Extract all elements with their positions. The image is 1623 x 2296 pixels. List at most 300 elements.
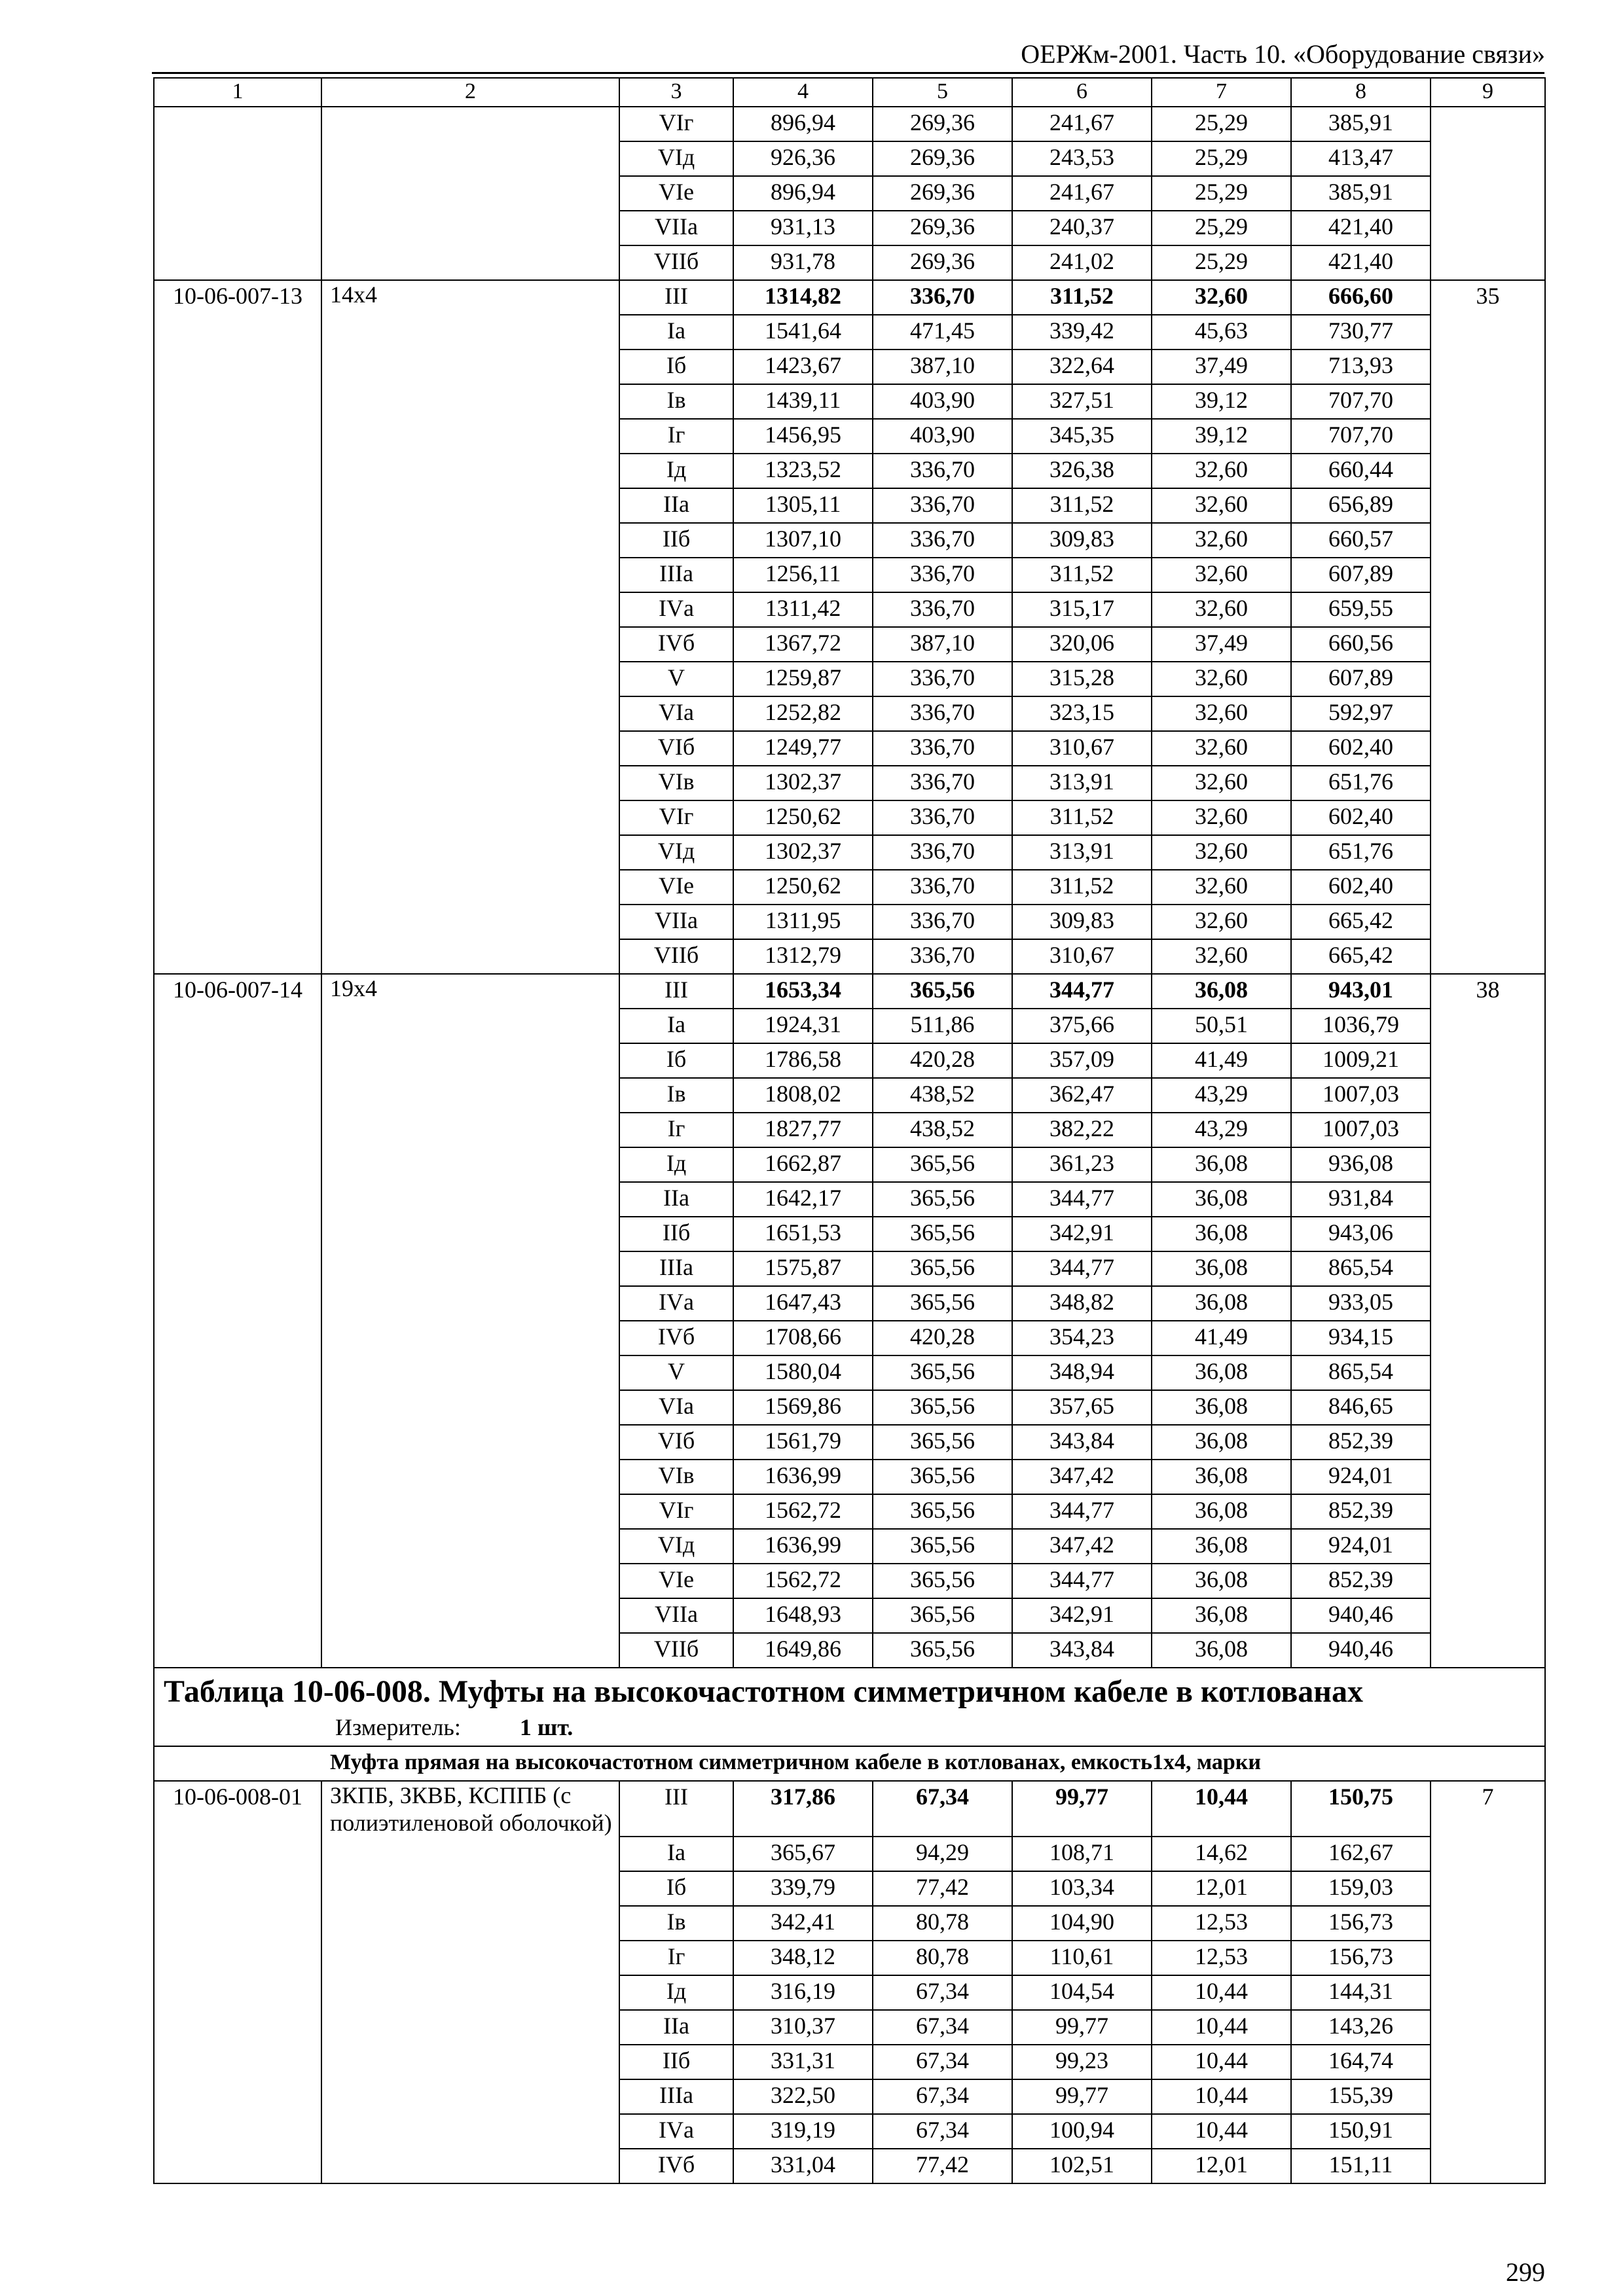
value-cell: 846,65: [1291, 1390, 1431, 1425]
column9-cell: [1431, 2149, 1545, 2183]
column9-cell: [1431, 1217, 1545, 1251]
value-cell: 327,51: [1012, 384, 1152, 419]
zone-cell: IVб: [619, 627, 733, 662]
value-cell: 438,52: [873, 1078, 1012, 1113]
table-row: [154, 905, 1545, 939]
column9-cell: [1431, 627, 1545, 662]
value-cell: 12,01: [1152, 2149, 1291, 2183]
table-row: [154, 1564, 1545, 1598]
zone-cell: IVа: [619, 1286, 733, 1321]
value-cell: 348,94: [1012, 1355, 1152, 1390]
value-cell: 320,06: [1012, 627, 1152, 662]
zone-cell: VIд: [619, 141, 733, 176]
value-cell: 36,08: [1152, 1147, 1291, 1182]
value-cell: 156,73: [1291, 1906, 1431, 1941]
value-cell: 67,34: [873, 2010, 1012, 2045]
value-cell: 316,19: [733, 1975, 873, 2010]
column-number-row: [154, 78, 1545, 107]
item-code-cell: [154, 141, 321, 176]
value-cell: 365,56: [873, 1390, 1012, 1425]
value-cell: 343,84: [1012, 1425, 1152, 1460]
column9-cell: [1431, 1975, 1545, 2010]
item-name-cell: [321, 107, 619, 141]
column-number: 5: [873, 78, 1012, 107]
item-code-cell: [154, 454, 321, 488]
value-cell: 336,70: [873, 939, 1012, 974]
item-code-cell: [154, 1598, 321, 1633]
item-code-cell: [154, 1078, 321, 1113]
value-cell: 25,29: [1152, 176, 1291, 211]
column9-cell: [1431, 1564, 1545, 1598]
value-cell: 421,40: [1291, 245, 1431, 280]
value-cell: 339,79: [733, 1871, 873, 1906]
item-code-cell: [154, 350, 321, 384]
column9-cell: [1431, 107, 1545, 141]
item-name-cell: [321, 558, 619, 592]
item-name-cell: [321, 731, 619, 766]
value-cell: 10,44: [1152, 2114, 1291, 2149]
value-cell: 1651,53: [733, 1217, 873, 1251]
value-cell: 310,67: [1012, 731, 1152, 766]
value-cell: 41,49: [1152, 1043, 1291, 1078]
column9-cell: [1431, 2045, 1545, 2079]
value-cell: 41,49: [1152, 1321, 1291, 1355]
value-cell: 1541,64: [733, 315, 873, 350]
value-cell: 36,08: [1152, 1598, 1291, 1633]
value-cell: 315,28: [1012, 662, 1152, 696]
zone-cell: IVб: [619, 1321, 733, 1355]
item-code-cell: [154, 315, 321, 350]
item-code-cell: [154, 384, 321, 419]
value-cell: 103,34: [1012, 1871, 1152, 1906]
column9-cell: [1431, 1837, 1545, 1871]
value-cell: 365,56: [873, 1147, 1012, 1182]
item-code-cell: [154, 1286, 321, 1321]
table-row: [154, 592, 1545, 627]
item-code-cell: [154, 1529, 321, 1564]
value-cell: 322,64: [1012, 350, 1152, 384]
value-cell: 665,42: [1291, 905, 1431, 939]
value-cell: 852,39: [1291, 1425, 1431, 1460]
measure-line: [164, 1712, 1544, 1746]
zone-cell: VIа: [619, 1390, 733, 1425]
value-cell: 336,70: [873, 766, 1012, 800]
value-cell: 345,35: [1012, 419, 1152, 454]
value-cell: 931,84: [1291, 1182, 1431, 1217]
item-name-cell: [321, 1217, 619, 1251]
value-cell: 365,56: [873, 1286, 1012, 1321]
value-cell: 713,93: [1291, 350, 1431, 384]
value-cell: 1256,11: [733, 558, 873, 592]
value-cell: 1786,58: [733, 1043, 873, 1078]
table-row: [154, 1321, 1545, 1355]
item-name-cell: [321, 1251, 619, 1286]
table-row: [154, 1251, 1545, 1286]
zone-cell: VIIб: [619, 1633, 733, 1668]
value-cell: 1307,10: [733, 523, 873, 558]
value-cell: 32,60: [1152, 523, 1291, 558]
value-cell: 77,42: [873, 2149, 1012, 2183]
value-cell: 336,70: [873, 731, 1012, 766]
value-cell: 707,70: [1291, 384, 1431, 419]
item-name-cell: [321, 905, 619, 939]
value-cell: 365,56: [873, 974, 1012, 1009]
table-row: [154, 1598, 1545, 1633]
value-cell: 99,23: [1012, 2045, 1152, 2079]
value-cell: 32,60: [1152, 835, 1291, 870]
value-cell: 387,10: [873, 627, 1012, 662]
item-name-cell: [321, 2149, 619, 2183]
column-number: 8: [1291, 78, 1431, 107]
value-cell: 32,60: [1152, 870, 1291, 905]
item-name-cell: [321, 1286, 619, 1321]
item-name-cell: [321, 1113, 619, 1147]
value-cell: 1575,87: [733, 1251, 873, 1286]
value-cell: 32,60: [1152, 905, 1291, 939]
value-cell: 32,60: [1152, 662, 1291, 696]
table-body: [154, 78, 1545, 2183]
value-cell: 36,08: [1152, 1460, 1291, 1494]
value-cell: 1423,67: [733, 350, 873, 384]
value-cell: 1662,87: [733, 1147, 873, 1182]
value-cell: 1648,93: [733, 1598, 873, 1633]
zone-cell: VIIб: [619, 245, 733, 280]
measure-label: Измеритель:: [335, 1714, 461, 1740]
value-cell: 1302,37: [733, 835, 873, 870]
item-code-cell: [154, 1009, 321, 1043]
value-cell: 32,60: [1152, 696, 1291, 731]
value-cell: 1439,11: [733, 384, 873, 419]
column9-cell: [1431, 1460, 1545, 1494]
value-cell: 336,70: [873, 592, 1012, 627]
value-cell: 365,56: [873, 1598, 1012, 1633]
zone-cell: VIIб: [619, 939, 733, 974]
table-row: [154, 211, 1545, 245]
column9-cell: [1431, 1147, 1545, 1182]
zone-cell: VIе: [619, 870, 733, 905]
item-name-cell: 19х4: [321, 974, 619, 1009]
item-code-cell: [154, 1941, 321, 1975]
table-row: [154, 2079, 1545, 2114]
value-cell: 342,91: [1012, 1598, 1152, 1633]
table-row: [154, 1460, 1545, 1494]
zone-cell: III: [619, 280, 733, 315]
item-name-cell: [321, 1494, 619, 1529]
column9-cell: [1431, 523, 1545, 558]
value-cell: 37,49: [1152, 627, 1291, 662]
value-cell: 10,44: [1152, 1975, 1291, 2010]
zone-cell: VIг: [619, 800, 733, 835]
zone-cell: VIв: [619, 1460, 733, 1494]
item-code-cell: 10-06-008-01: [154, 1781, 321, 1837]
value-cell: 32,60: [1152, 558, 1291, 592]
value-cell: 104,90: [1012, 1906, 1152, 1941]
value-cell: 1009,21: [1291, 1043, 1431, 1078]
item-name-cell: [321, 662, 619, 696]
value-cell: 420,28: [873, 1043, 1012, 1078]
table-row: [154, 835, 1545, 870]
value-cell: 1259,87: [733, 662, 873, 696]
value-cell: 348,12: [733, 1941, 873, 1975]
value-cell: 36,08: [1152, 1494, 1291, 1529]
item-name-cell: [321, 2045, 619, 2079]
zone-cell: Iг: [619, 1113, 733, 1147]
column9-cell: [1431, 1941, 1545, 1975]
value-cell: 940,46: [1291, 1633, 1431, 1668]
zone-cell: IVб: [619, 2149, 733, 2183]
value-cell: 336,70: [873, 696, 1012, 731]
table-row: [154, 800, 1545, 835]
item-name-cell: [321, 1529, 619, 1564]
column9-cell: [1431, 800, 1545, 835]
value-cell: 943,01: [1291, 974, 1431, 1009]
value-cell: 1314,82: [733, 280, 873, 315]
item-name-cell: [321, 766, 619, 800]
value-cell: 666,60: [1291, 280, 1431, 315]
item-code-cell: [154, 1217, 321, 1251]
item-name-cell: [321, 835, 619, 870]
value-cell: 241,67: [1012, 176, 1152, 211]
item-name-cell: [321, 1460, 619, 1494]
zone-cell: Iг: [619, 419, 733, 454]
table-row: [154, 2114, 1545, 2149]
value-cell: 344,77: [1012, 1564, 1152, 1598]
zone-cell: VIе: [619, 176, 733, 211]
table-row: [154, 1781, 1545, 1837]
value-cell: 36,08: [1152, 1564, 1291, 1598]
table-row: [154, 454, 1545, 488]
column9-cell: [1431, 835, 1545, 870]
table-row: [154, 1147, 1545, 1182]
value-cell: 36,08: [1152, 1529, 1291, 1564]
item-code-cell: [154, 939, 321, 974]
item-code-cell: [154, 245, 321, 280]
table-row: [154, 384, 1545, 419]
table-row: [154, 1355, 1545, 1390]
value-cell: 852,39: [1291, 1564, 1431, 1598]
item-name-cell: [321, 1390, 619, 1425]
column9-cell: [1431, 2010, 1545, 2045]
value-cell: 32,60: [1152, 731, 1291, 766]
table-row: [154, 107, 1545, 141]
value-cell: 269,36: [873, 141, 1012, 176]
item-name-cell: [321, 2079, 619, 2114]
value-cell: 1007,03: [1291, 1113, 1431, 1147]
column9-cell: [1431, 1009, 1545, 1043]
value-cell: 25,29: [1152, 211, 1291, 245]
column9-cell: [1431, 350, 1545, 384]
value-cell: 313,91: [1012, 835, 1152, 870]
value-cell: 592,97: [1291, 696, 1431, 731]
zone-cell: Iд: [619, 1147, 733, 1182]
zone-cell: IIб: [619, 1217, 733, 1251]
value-cell: 1653,34: [733, 974, 873, 1009]
column9-cell: [1431, 1078, 1545, 1113]
value-cell: 1312,79: [733, 939, 873, 974]
table-row: [154, 488, 1545, 523]
item-code-cell: [154, 1494, 321, 1529]
zone-cell: V: [619, 662, 733, 696]
column9-cell: [1431, 1043, 1545, 1078]
column-number: 6: [1012, 78, 1152, 107]
value-cell: 421,40: [1291, 211, 1431, 245]
item-name-cell: [321, 1564, 619, 1598]
value-cell: 32,60: [1152, 766, 1291, 800]
value-cell: 602,40: [1291, 731, 1431, 766]
page-number: 299: [1506, 2257, 1545, 2287]
value-cell: 1036,79: [1291, 1009, 1431, 1043]
column9-cell: [1431, 696, 1545, 731]
zone-cell: IIIа: [619, 2079, 733, 2114]
value-cell: 343,84: [1012, 1633, 1152, 1668]
value-cell: 36,08: [1152, 1182, 1291, 1217]
item-name-cell: [321, 350, 619, 384]
item-code-cell: [154, 870, 321, 905]
value-cell: 1569,86: [733, 1390, 873, 1425]
column9-cell: [1431, 1182, 1545, 1217]
value-cell: 10,44: [1152, 2079, 1291, 2114]
value-cell: 1007,03: [1291, 1078, 1431, 1113]
item-code-cell: [154, 766, 321, 800]
value-cell: 336,70: [873, 905, 1012, 939]
value-cell: 656,89: [1291, 488, 1431, 523]
item-code-cell: [154, 2149, 321, 2183]
value-cell: 80,78: [873, 1906, 1012, 1941]
table-row: [154, 1837, 1545, 1871]
table-row: [154, 2045, 1545, 2079]
value-cell: 344,77: [1012, 974, 1152, 1009]
value-cell: 162,67: [1291, 1837, 1431, 1871]
table-row: [154, 731, 1545, 766]
value-cell: 240,37: [1012, 211, 1152, 245]
item-code-cell: [154, 1564, 321, 1598]
value-cell: 25,29: [1152, 107, 1291, 141]
column9-cell: 38: [1431, 974, 1545, 1009]
value-cell: 936,08: [1291, 1147, 1431, 1182]
item-name-cell: [321, 1182, 619, 1217]
value-cell: 336,70: [873, 488, 1012, 523]
zone-cell: IIб: [619, 523, 733, 558]
value-cell: 1924,31: [733, 1009, 873, 1043]
value-cell: 100,94: [1012, 2114, 1152, 2149]
value-cell: 933,05: [1291, 1286, 1431, 1321]
item-code-cell: [154, 1182, 321, 1217]
table-row: [154, 870, 1545, 905]
column9-cell: [1431, 1321, 1545, 1355]
table-row: [154, 1529, 1545, 1564]
value-cell: 12,53: [1152, 1941, 1291, 1975]
table-row: [154, 1286, 1545, 1321]
zone-cell: III: [619, 974, 733, 1009]
column9-cell: [1431, 870, 1545, 905]
column-number: 4: [733, 78, 873, 107]
value-cell: 357,09: [1012, 1043, 1152, 1078]
value-cell: 143,26: [1291, 2010, 1431, 2045]
value-cell: 344,77: [1012, 1494, 1152, 1529]
value-cell: 269,36: [873, 176, 1012, 211]
table-row: [154, 1941, 1545, 1975]
table-row: [154, 1633, 1545, 1668]
table-row: [154, 1043, 1545, 1078]
value-cell: 347,42: [1012, 1529, 1152, 1564]
column9-cell: [1431, 1425, 1545, 1460]
item-code-cell: [154, 488, 321, 523]
item-code-cell: [154, 2114, 321, 2149]
value-cell: 99,77: [1012, 1781, 1152, 1837]
table-row: [154, 141, 1545, 176]
value-cell: 36,08: [1152, 1633, 1291, 1668]
value-cell: 1323,52: [733, 454, 873, 488]
value-cell: 12,53: [1152, 1906, 1291, 1941]
item-name-cell: 14х4: [321, 280, 619, 315]
item-name-cell: [321, 141, 619, 176]
value-cell: 39,12: [1152, 384, 1291, 419]
value-cell: 385,91: [1291, 176, 1431, 211]
table-row: [154, 350, 1545, 384]
value-cell: 651,76: [1291, 766, 1431, 800]
value-cell: 362,47: [1012, 1078, 1152, 1113]
table-subtitle-row: [154, 1746, 1545, 1781]
value-cell: 144,31: [1291, 1975, 1431, 2010]
item-name-cell: [321, 627, 619, 662]
value-cell: 36,08: [1152, 1251, 1291, 1286]
zone-cell: Iв: [619, 1906, 733, 1941]
value-cell: 241,67: [1012, 107, 1152, 141]
zone-cell: VIа: [619, 696, 733, 731]
item-name-cell: [321, 1871, 619, 1906]
value-cell: 313,91: [1012, 766, 1152, 800]
table-row: [154, 1425, 1545, 1460]
value-cell: 1636,99: [733, 1529, 873, 1564]
column9-cell: [1431, 315, 1545, 350]
item-name-cell: [321, 939, 619, 974]
value-cell: 896,94: [733, 107, 873, 141]
value-cell: 36,08: [1152, 1286, 1291, 1321]
zone-cell: Iб: [619, 1043, 733, 1078]
value-cell: 32,60: [1152, 939, 1291, 974]
value-cell: 342,91: [1012, 1217, 1152, 1251]
value-cell: 403,90: [873, 384, 1012, 419]
value-cell: 67,34: [873, 2045, 1012, 2079]
zone-cell: VIг: [619, 1494, 733, 1529]
item-name-cell: [321, 211, 619, 245]
zone-cell: IIIа: [619, 558, 733, 592]
value-cell: 150,75: [1291, 1781, 1431, 1837]
item-name-cell: [321, 523, 619, 558]
value-cell: 311,52: [1012, 558, 1152, 592]
value-cell: 36,08: [1152, 1355, 1291, 1390]
table-row: [154, 662, 1545, 696]
value-cell: 865,54: [1291, 1251, 1431, 1286]
table-row: [154, 419, 1545, 454]
zone-cell: IIб: [619, 2045, 733, 2079]
value-cell: 1649,86: [733, 1633, 873, 1668]
column9-cell: [1431, 1633, 1545, 1668]
value-cell: 326,38: [1012, 454, 1152, 488]
value-cell: 309,83: [1012, 523, 1152, 558]
table-row: [154, 176, 1545, 211]
column9-cell: 7: [1431, 1781, 1545, 1837]
zone-cell: Iд: [619, 454, 733, 488]
table-row: [154, 245, 1545, 280]
column-number: 3: [619, 78, 733, 107]
item-code-cell: [154, 2045, 321, 2079]
value-cell: 387,10: [873, 350, 1012, 384]
item-name-cell: [321, 870, 619, 905]
zone-cell: VIб: [619, 1425, 733, 1460]
zone-cell: VIб: [619, 731, 733, 766]
value-cell: 336,70: [873, 870, 1012, 905]
